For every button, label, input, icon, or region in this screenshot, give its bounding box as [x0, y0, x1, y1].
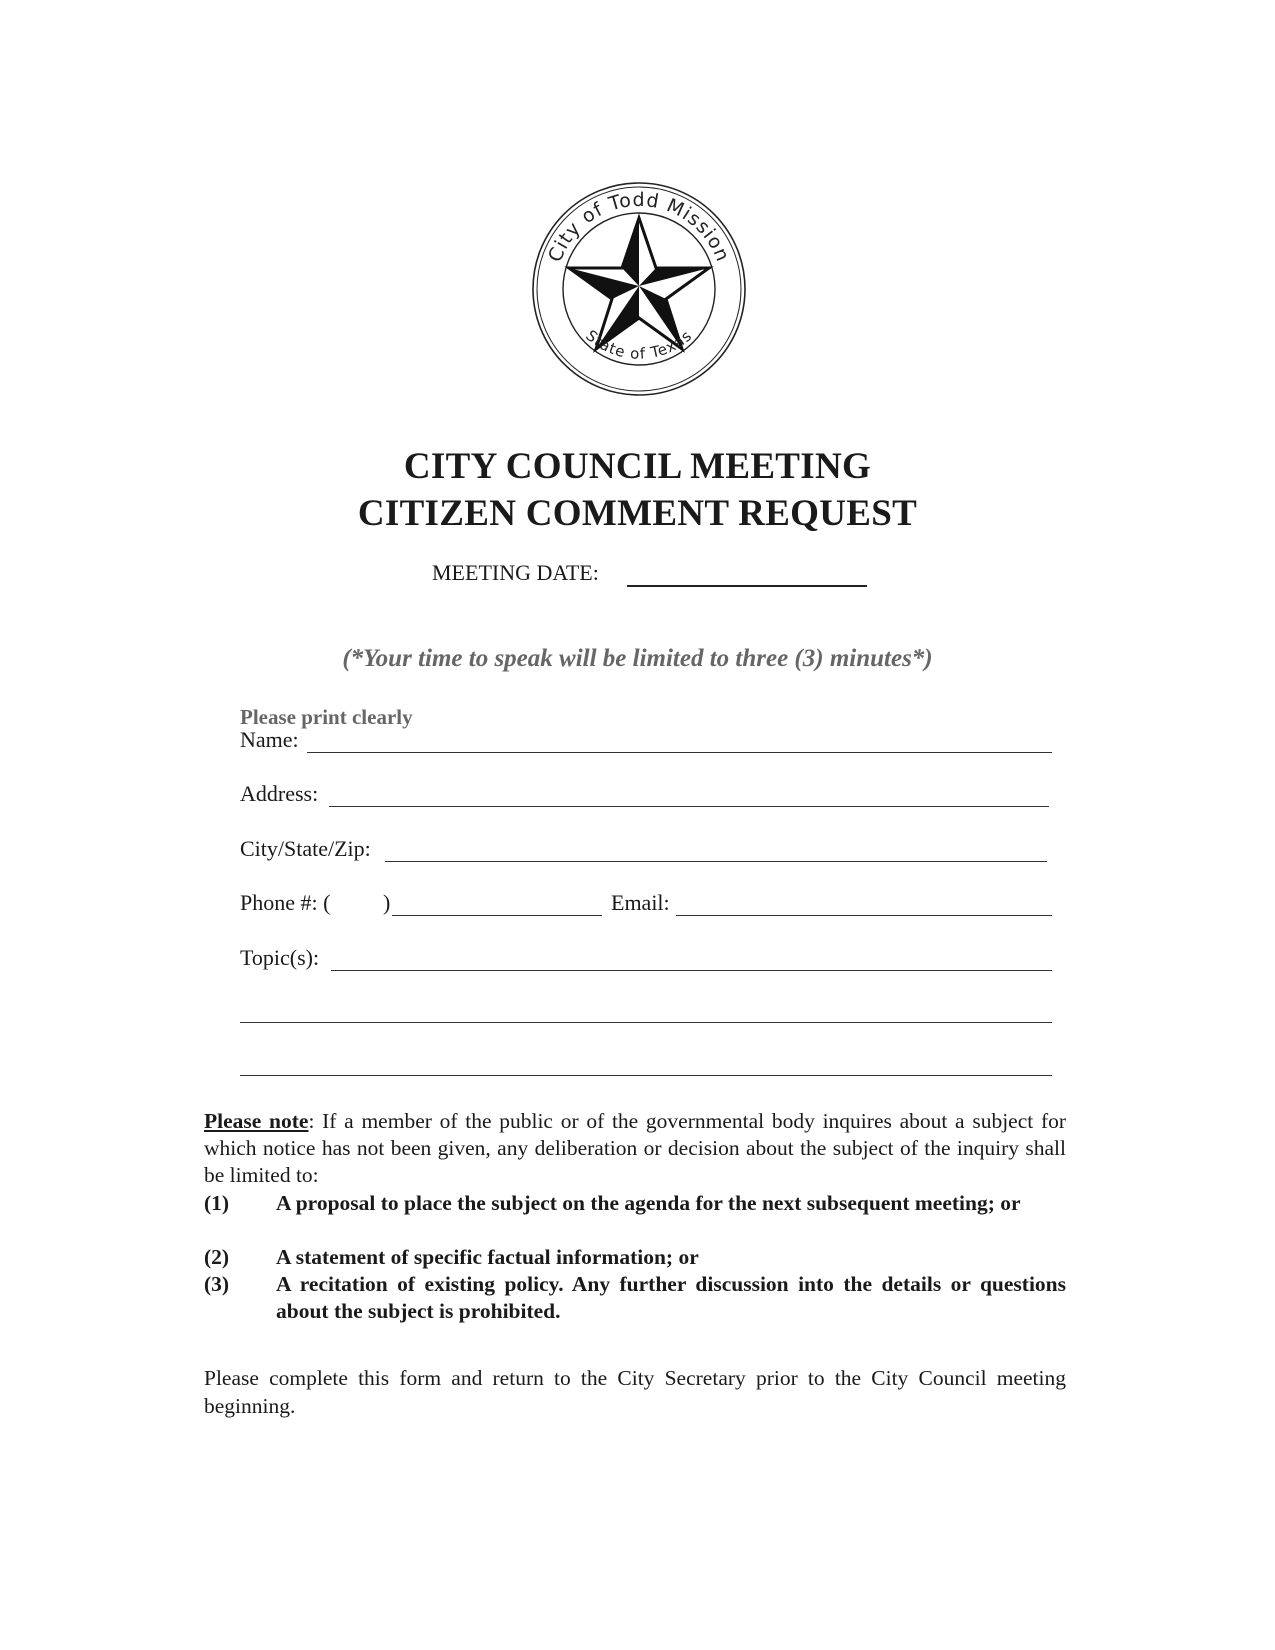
phone-field[interactable]	[392, 915, 602, 916]
list-item-text: A recitation of existing policy. Any further discussion into the details or questions about the subject is prohibited.	[276, 1272, 1066, 1323]
phone-paren: )	[383, 890, 391, 915]
list-item-number: (2)	[204, 1245, 230, 1269]
name-label: Name:	[240, 727, 299, 752]
list-item-text: A statement of specific factual information; or	[276, 1245, 699, 1269]
meeting-date-row	[432, 560, 599, 586]
note-intro: : If a member of the public or of the governmental body inquires about a subject for which notice has not been given, any deliberation or decision about the subject of the inquiry shall be limited to:	[204, 1109, 1067, 1187]
phone-label: Phone #: (	[240, 890, 331, 915]
closing-instruction: Please complete this form and return to the City Secretary prior to the City Council meeting beginning.	[204, 1366, 1066, 1418]
star-icon	[569, 218, 709, 349]
page-subtitle: CITIZEN COMMENT REQUEST	[357, 493, 918, 534]
topics-field-line-3[interactable]	[240, 1075, 1052, 1076]
meeting-date-field[interactable]	[627, 585, 867, 587]
note-paragraph	[204, 1108, 1066, 1189]
city-state-zip-label: City/State/Zip:	[240, 836, 371, 861]
print-instruction: Please print clearly	[240, 705, 413, 729]
list-item-number: (1)	[204, 1191, 230, 1215]
topics-field-line-2[interactable]	[240, 1022, 1052, 1023]
address-field[interactable]	[329, 806, 1049, 807]
note-heading: Please note	[204, 1109, 309, 1133]
name-field[interactable]	[307, 752, 1052, 753]
city-state-zip-field[interactable]	[385, 861, 1047, 862]
svg-text:State of Texas	[582, 326, 695, 362]
list-item-number: (3)	[204, 1272, 230, 1296]
seal-top-text: City of Todd Mission	[544, 188, 734, 266]
topics-field-line-1[interactable]	[331, 970, 1052, 971]
city-seal-logo	[528, 178, 750, 400]
seal-bottom-text: State of Texas	[582, 326, 696, 363]
page-title: CITY COUNCIL MEETING	[403, 446, 872, 487]
topics-label: Topic(s):	[240, 945, 320, 970]
email-label: Email:	[611, 890, 670, 915]
email-field[interactable]	[676, 915, 1052, 916]
meeting-date-label: MEETING DATE:	[432, 560, 599, 585]
list-item-text: A proposal to place the subject on the agenda for the next subsequent meeting; or	[276, 1191, 1021, 1215]
address-label: Address:	[240, 781, 319, 806]
time-limit-notice: (*Your time to speak will be limited to three (3) minutes*)	[342, 645, 933, 672]
